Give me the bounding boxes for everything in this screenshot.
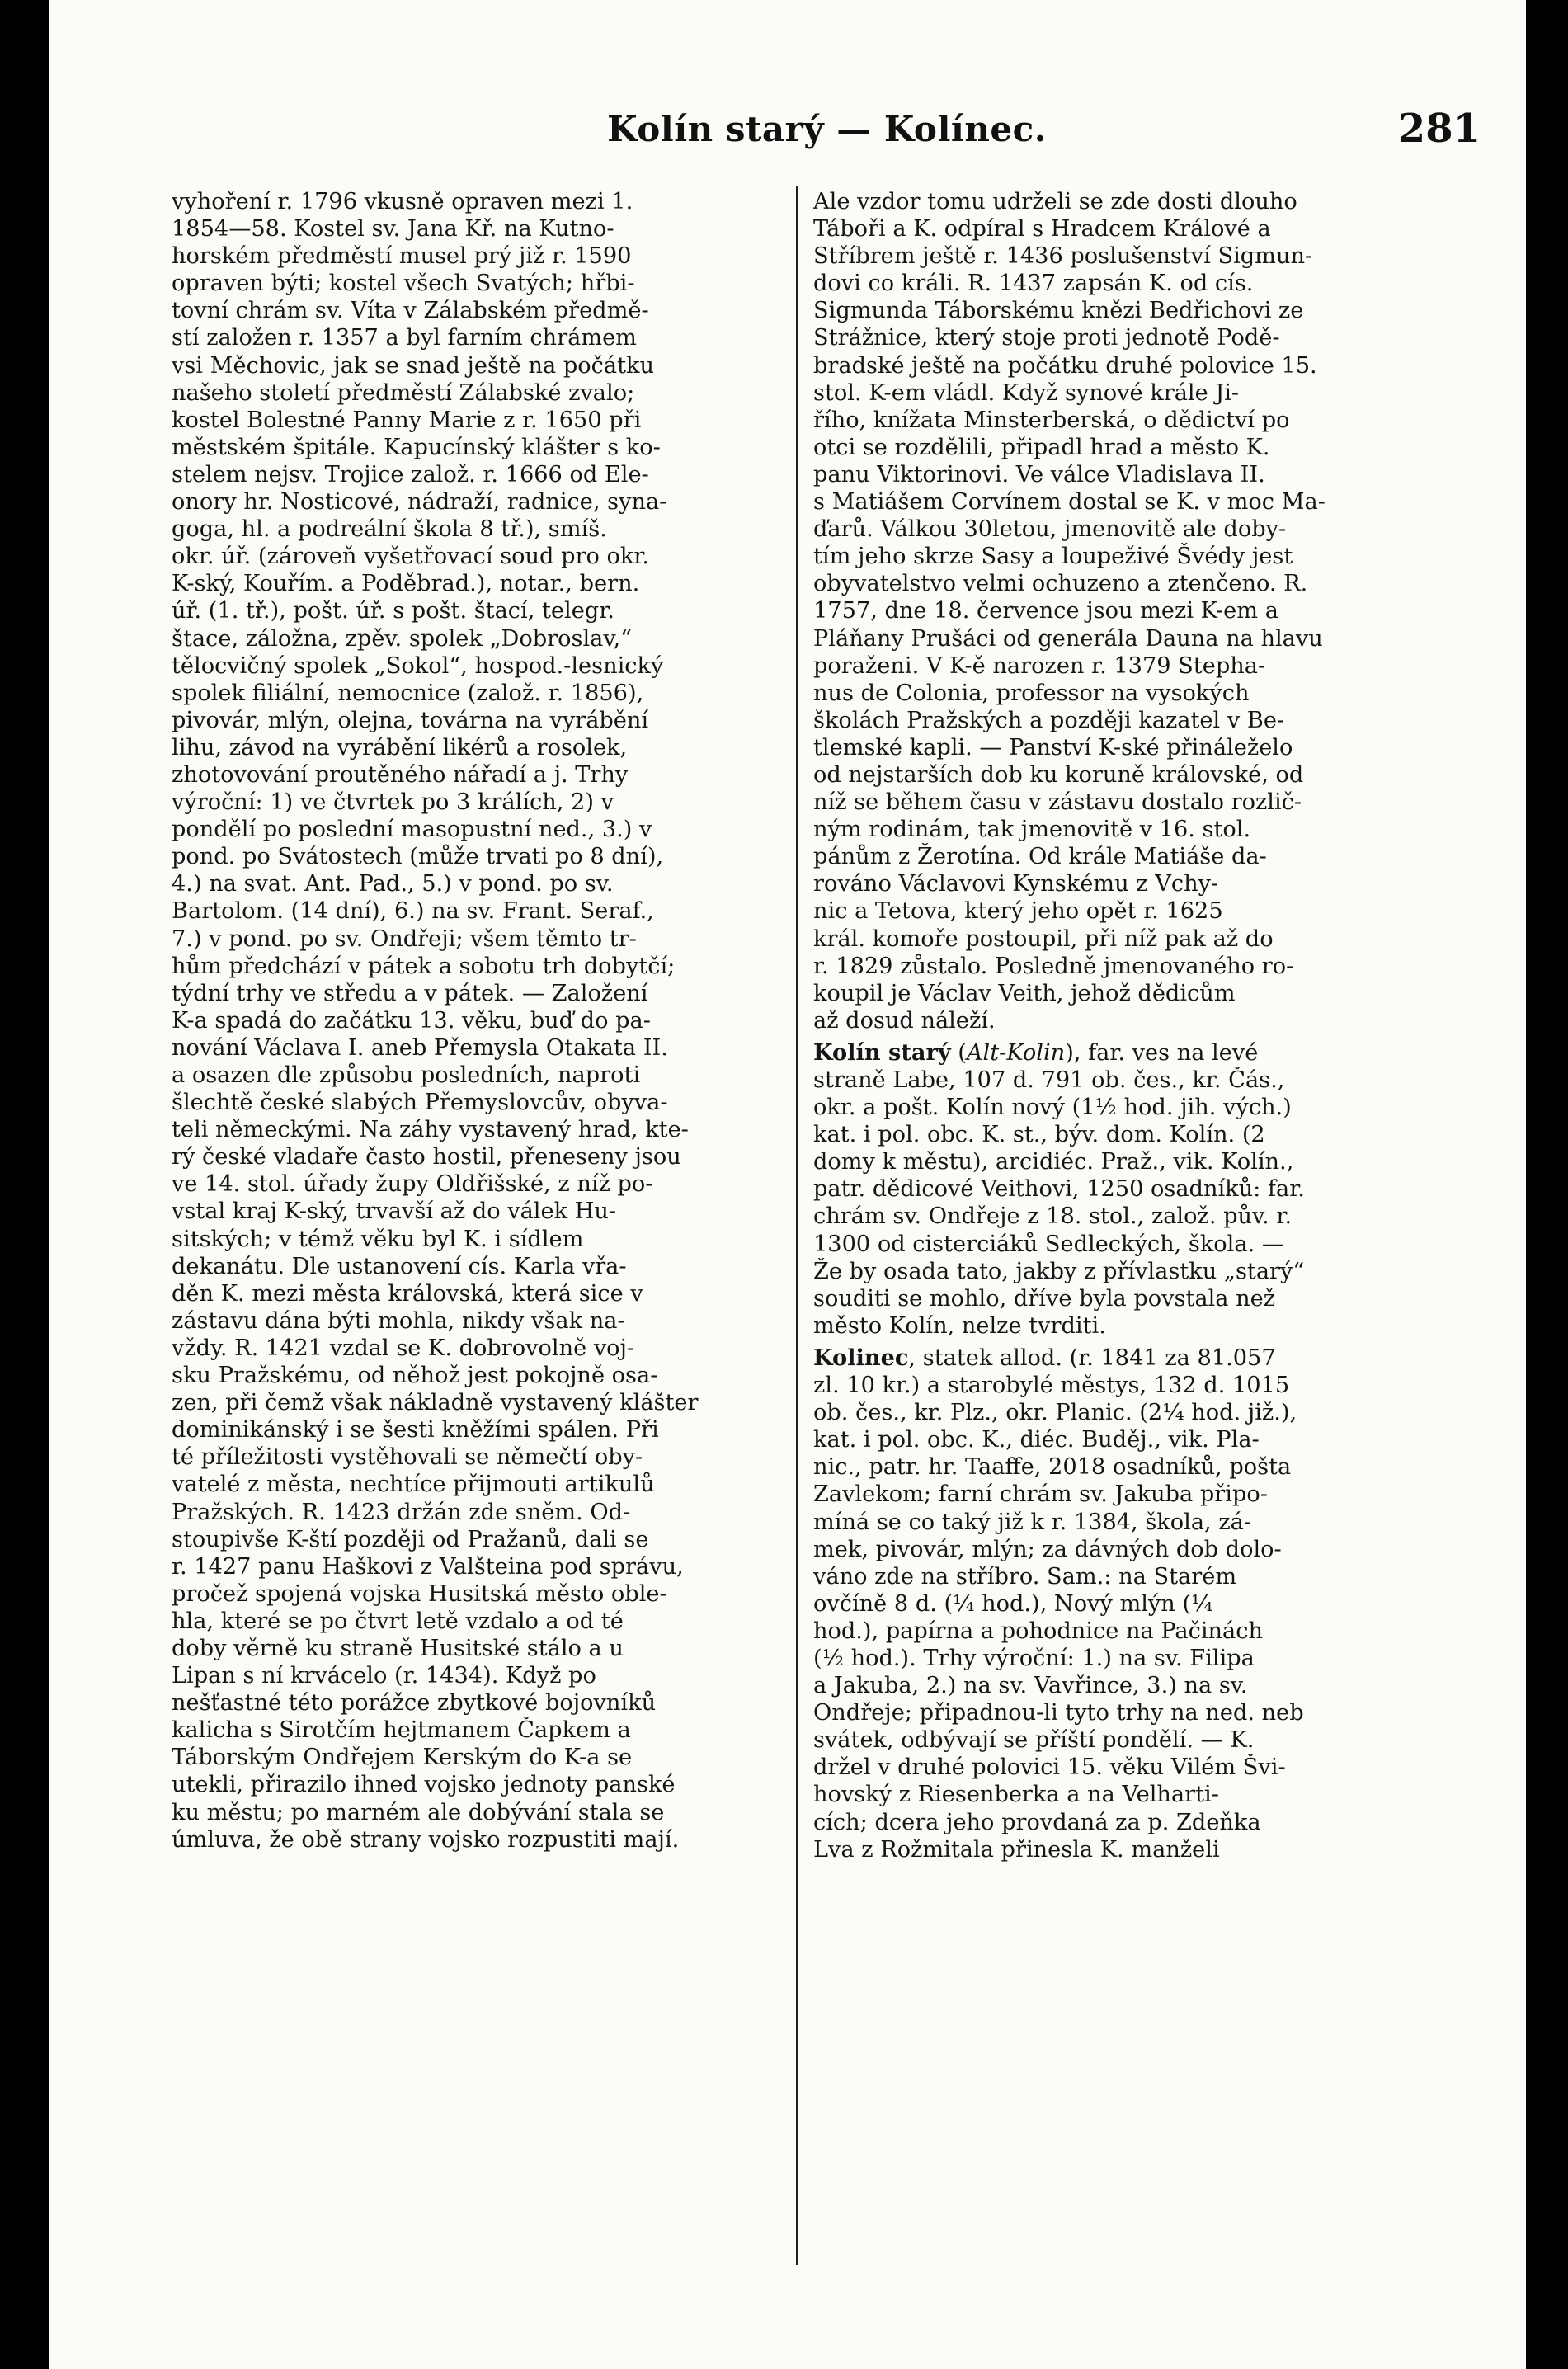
text-line: Ondřeje; připadnou-li tyto trhy na ned. neb (813, 1700, 1304, 1726)
page (49, 0, 1526, 2369)
text-line: 4.) na svat. Ant. Pad., 5.) v pond. po sv. (172, 871, 614, 897)
text-line: rováno Václavovi Kynskému z Vchy- (813, 871, 1219, 897)
text-line: ďarů. Válkou 30letou, jmenovitě ale doby- (813, 516, 1287, 543)
text-line: horském předměstí musel prý již r. 1590 (172, 243, 632, 270)
text-line: pročež spojená vojska Husitská město oble- (172, 1580, 667, 1607)
text-line: 1300 od cisterciáků Sedleckých, škola. — (813, 1231, 1285, 1257)
text-line: Táborským Ondřejem Kerským do K-a se (172, 1745, 633, 1771)
text-line: (½ hod.). Trhy výroční: 1.) na sv. Filipa (813, 1645, 1255, 1671)
text-line: Kolinec, statek allod. (r. 1841 za 81.057 (813, 1344, 1276, 1371)
text-line: kat. i pol. obc. K., diéc. Buděj., vik. Pla- (813, 1427, 1260, 1453)
text-line: K-ský, Kouřím. a Poděbrad.), notar., bern. (172, 571, 640, 597)
text-line: tělocvičný spolek „Sokol“, hospod.-lesnický (172, 652, 664, 679)
text-line: ve 14. stol. úřady župy Oldřišské, z níž po- (172, 1171, 653, 1198)
page-number: 281 (1397, 106, 1481, 152)
text-line: úř. (1. tř.), pošt. úř. s pošt. štací, telegr. (172, 598, 614, 624)
text-line: 1757, dne 18. července jsou mezi K-em a (813, 598, 1278, 624)
text-line: spolek filiální, nemocnice (založ. r. 1856), (172, 680, 644, 706)
text-line: štace, záložna, zpěv. spolek „Dobroslav,“ (172, 625, 633, 652)
right-column (813, 188, 1424, 1863)
text-line: městském špitále. Kapucínský klášter s ko- (172, 434, 661, 460)
text-line: souditi se mohlo, dříve byla povstala než (813, 1285, 1276, 1312)
text-line: s Matiášem Corvínem dostal se K. v moc Ma- (813, 489, 1326, 516)
text-line: níž se během času v zástavu dostalo rozlič- (813, 789, 1302, 816)
text-line: straně Labe, 107 d. 791 ob. čes., kr. Čás., (813, 1067, 1285, 1093)
text-line: 1854—58. Kostel sv. Jana Kř. na Kutno- (172, 216, 614, 243)
text-line: pánům z Žerotína. Od krále Matiáše da- (813, 844, 1267, 870)
text-line: K-a spadá do začátku 13. věku, buď do pa- (172, 1007, 651, 1034)
text-line: týdní trhy ve středu a v pátek. — Založení (172, 980, 648, 1006)
text-line: svátek, odbývají se příští pondělí. — K. (813, 1727, 1255, 1754)
text-line: Pražských. R. 1423 držán zde sněm. Od- (172, 1499, 631, 1525)
text-line: král. komoře postoupil, při níž pak až do (813, 925, 1274, 952)
text-line: řího, knížata Minsterberská, o dědictví po (813, 407, 1290, 433)
text-line: Stříbrem ještě r. 1436 poslušenství Sigmun- (813, 243, 1313, 270)
text-line: Lva z Rožmitala přinesla K. manželi (813, 1836, 1220, 1863)
text-line: Že by osada tato, jakby z přívlastku „starý“ (813, 1258, 1305, 1284)
text-line: bradské ještě na počátku druhé polovice 15. (813, 352, 1317, 379)
text-line: okr. úř. (zároveň vyšetřovací soud pro okr. (172, 544, 650, 570)
text-line: teli německými. Na záhy vystavený hrad, kte- (172, 1117, 689, 1143)
text-line: rý české vladaře často hostil, přeneseny jsou (172, 1144, 681, 1170)
text-line: Táboři a K. odpíral s Hradcem Králové a (813, 216, 1271, 243)
text-line: panu Viktorinovi. Ve válce Vladislava II. (813, 461, 1265, 487)
text-line: zl. 10 kr.) a starobylé městys, 132 d. 1015 (813, 1373, 1290, 1399)
text-line: goga, hl. a podreální škola 8 tř.), smíš. (172, 516, 607, 543)
text-line: nování Václava I. aneb Přemysla Otakata II. (172, 1034, 668, 1061)
text-line: pond. po Svátostech (může trvati po 8 dní), (172, 844, 664, 870)
text-line: patr. dědicové Veithovi, 1250 osadníků: far. (813, 1176, 1305, 1203)
text-line: našeho století předměstí Zálabské zvalo; (172, 379, 635, 406)
text-line: dekanátu. Dle ustanovení cís. Karla vřa- (172, 1253, 627, 1279)
text-line: zen, při čemž však nákladně vystavený klášter (172, 1390, 699, 1416)
text-line: sitských; v témž věku byl K. i sídlem (172, 1226, 584, 1252)
text-line: hla, které se po čtvrt letě vzdalo a od té (172, 1608, 624, 1634)
text-line: vstal kraj K-ský, trvavší až do válek Hu- (172, 1199, 617, 1225)
text-line: obyvatelstvo velmi ochuzeno a ztenčeno. R. (813, 571, 1308, 597)
text-line: doby věrně ku straně Husitské stálo a u (172, 1635, 624, 1661)
text-line: držel v druhé polovici 15. věku Vilém Švi- (813, 1754, 1286, 1781)
text-line: pivovár, mlýn, olejna, továrna na vyrábění (172, 707, 649, 733)
text-line: kalicha s Sirotčím hejtmanem Čapkem a (172, 1717, 631, 1744)
text-line: nus de Colonia, professor na vysokých (813, 680, 1250, 706)
text-line: pondělí po poslední masopustní ned., 3.) v (172, 817, 652, 843)
text-line: domy k městu), arcidiéc. Praž., vik. Kolín., (813, 1149, 1294, 1175)
text-line: cích; dcera jeho provdaná za p. Zdeňka (813, 1809, 1261, 1835)
text-line: nešťastné této porážce zbytkové bojovníků (172, 1690, 657, 1717)
text-line: Strážnice, který stoje proti jednotě Podě- (813, 325, 1280, 351)
page-header (173, 106, 1481, 163)
text-line: r. 1829 zůstalo. Posledně jmenovaného ro- (813, 953, 1294, 979)
text-line: mek, pivovár, mlýn; za dávných dob dolo- (813, 1536, 1282, 1562)
text-line: vsi Měchovic, jak se snad ještě na počátku (172, 352, 655, 379)
text-line: školách Pražských a později kazatel v Be- (813, 707, 1285, 733)
text-line: a Jakuba, 2.) na sv. Vavřince, 3.) na sv. (813, 1673, 1248, 1699)
text-line: výroční: 1) ve čtvrtek po 3 králích, 2) v (172, 789, 614, 816)
text-line: zástavu dána býti mohla, nikdy však na- (172, 1307, 625, 1334)
text-line: ovčíně 8 d. (¼ hod.), Nový mlýn (¼ (813, 1590, 1213, 1617)
text-line: až dosud náleží. (813, 1007, 996, 1034)
text-line: šlechtě české slabých Přemyslovcův, obyva- (172, 1090, 668, 1116)
text-line: nic., patr. hr. Taaffe, 2018 osadníků, pošta (813, 1454, 1292, 1481)
text-line: stoupivše K-ští později od Pražanů, dali se (172, 1526, 649, 1552)
left-column (172, 188, 782, 1853)
text-line: váno zde na stříbro. Sam.: na Starém (813, 1563, 1237, 1590)
text-line: hům předchází v pátek a sobotu trh dobytčí; (172, 953, 676, 979)
text-line: ob. čes., kr. Plz., okr. Planic. (2¼ hod. již.), (813, 1400, 1297, 1426)
running-title: Kolín starý — Kolínec. (607, 109, 1047, 149)
text-line: chrám sv. Ondřeje z 18. stol., založ. pův. r. (813, 1203, 1293, 1230)
text-line: děn K. mezi města královská, která sice v (172, 1280, 643, 1307)
text-line: Bartolom. (14 dní), 6.) na sv. Frant. Seraf., (172, 898, 654, 925)
text-line: onory hr. Nosticové, nádraží, radnice, syna- (172, 489, 667, 516)
text-line: lihu, závod na vyrábění likérů a rosolek, (172, 734, 628, 761)
text-line: zhotovování proutěného nářadí a j. Trhy (172, 761, 629, 788)
text-line: od nejstarších dob ku koruně královské, od (813, 761, 1304, 788)
text-line: ku městu; po marném ale dobývání stala se (172, 1799, 665, 1825)
text-line: hovský z Riesenberka a na Velharti- (813, 1782, 1219, 1808)
text-line: Ale vzdor tomu udrželi se zde dosti dlouho (813, 189, 1297, 214)
text-line: míná se co taký již k r. 1384, škola, zá- (813, 1509, 1252, 1535)
text-line: nic a Tetova, který jeho opět r. 1625 (813, 898, 1223, 925)
text-line: sku Pražskému, od něhož jest pokojně osa- (172, 1363, 658, 1389)
text-line: úmluva, že obě strany vojsko rozpustiti mají. (172, 1826, 680, 1853)
text-line: dovi co králi. R. 1437 zapsán K. od cís. (813, 271, 1254, 297)
text-line: okr. a pošt. Kolín nový (1½ hod. jih. vých.) (813, 1095, 1292, 1121)
text-line: tlemské kapli. — Panství K-ské přináleželo (813, 734, 1293, 761)
text-line: Pláňany Prušáci od generála Dauna na hlavu (813, 625, 1323, 652)
text-line: dominikánský i se šesti kněžími spálen. Při (172, 1417, 659, 1444)
text-line: Zavlekom; farní chrám sv. Jakuba připo- (813, 1481, 1268, 1508)
text-line: Lipan s ní krvácelo (r. 1434). Když po (172, 1663, 596, 1689)
text-line: tovní chrám sv. Víta v Zálabském předmě- (172, 298, 649, 324)
text-line: otci se rozdělili, připadl hrad a město K. (813, 434, 1270, 460)
text-line: r. 1427 panu Haškovi z Valšteina pod správu, (172, 1553, 684, 1580)
text-line: vatelé z města, nechtíce přijmouti artikulů (172, 1472, 655, 1498)
text-line: utekli, přirazilo ihned vojsko jednoty panské (172, 1772, 676, 1798)
text-line: kostel Bolestné Panny Marie z r. 1650 při (172, 407, 642, 433)
text-line: té příležitosti vystěhovali se němečtí oby- (172, 1444, 643, 1471)
text-line: stí založen r. 1357 a byl farním chrámem (172, 325, 637, 351)
text-line: vždy. R. 1421 vzdal se K. dobrovolně voj- (172, 1335, 635, 1361)
text-line: 7.) v pond. po sv. Ondřeji; všem těmto tr- (172, 925, 637, 952)
text-line: ným rodinám, tak jmenovitě v 16. stol. (813, 817, 1251, 843)
text-line: poraženi. V K-ě narozen r. 1379 Stepha- (813, 652, 1266, 679)
text-line: tím jeho skrze Sasy a loupeživé Švédy jest (813, 544, 1293, 570)
text-line: koupil je Václav Veith, jehož dědicům (813, 980, 1236, 1006)
text-line: vyhoření r. 1796 vkusně opraven mezi 1. (172, 189, 633, 214)
text-line: stol. K-em vládl. Když synové krále Ji- (813, 379, 1240, 406)
text-line: Kolín starý (Alt-Kolin), far. ves na levé (813, 1038, 1259, 1066)
text-line: a osazen dle způsobu posledních, naproti (172, 1062, 641, 1088)
text-line: stelem nejsv. Trojice založ. r. 1666 od Ele- (172, 461, 649, 487)
text-line: opraven býti; kostel všech Svatých; hřbi- (172, 271, 635, 297)
text-line: kat. i pol. obc. K. st., býv. dom. Kolín. (2 (813, 1122, 1265, 1148)
column-divider (796, 186, 798, 2265)
text-line: město Kolín, nelze tvrditi. (813, 1312, 1106, 1339)
text-line: hod.), papírna a pohodnice na Pačinách (813, 1618, 1263, 1644)
text-line: Sigmunda Táborskému knězi Bedřichovi ze (813, 298, 1304, 324)
